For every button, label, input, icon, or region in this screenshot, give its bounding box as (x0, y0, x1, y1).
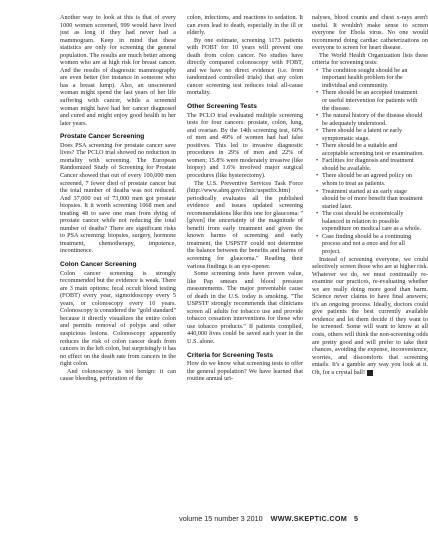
paragraph: The U.S. Preventive Services Task Force (http://www.ahrq.gov/clinic/uspstfix.htm) periodically evaluates all the published evidence and issues updated screening recommendations like this one for glaucoma: "[given] the uncertainty of the magnitude of benefit from early treatment and given the known harms of screening and early treatment, the USPSTF could not determine the balance between the benefits and harms of screening for glaucoma." Reading their various findings is an eye-opener. (187, 179, 303, 270)
paragraph: Colon cancer screening is strongly recommended but the evidence is weak. There are 3 main options: fecal occult blood testing (FOBT) every year, sigmoidoscopy every 5 years, or colonoscopy every 10 years. Colonoscopy is considered the "gold standard" because it directly visualizes the entire colon and permits removal of polyps and other suspicious lesions. Colonoscopy apparently reduces the risk of colon cancer death from cancers in the left colon, but surprisingly it has no effect on the death rate from cancers in the right colon. (60, 269, 176, 368)
closing-paragraph-text: Instead of screening everyone, we could selectively screen those who are at higher risk. Whatever we do, we must continually re-examine our practices, re-evaluating whether we are really doing more good than harm. Science never claims to have final answers; it's an ongoing process. Ideally, doctors could give patients the best currently available evidence and let them decide if they want to be screened. Some will want to know at all costs, others will think the non-screening odds are pretty good and will prefer to take their chances, avoiding the expense, inconvenience, worries, and discomforts that screening entails. It's a gamble any way you look at it. Oh, for a crystal ball! (312, 255, 428, 376)
page-footer (179, 514, 358, 523)
paragraph: And colonoscopy is not benign: it can cause bleeding, perforation of the (60, 367, 176, 383)
list-item: • The cost should be economically balanced in relation to possible expenditure on medical care as a whole. (316, 210, 428, 233)
paragraph: colon, infections, and reactions to sedation. It can even lead to death, especially in the ill or elderly. (187, 14, 303, 37)
paragraph: nalyses, blood counts and chest x-rays aren't useful. It wouldn't make sense to screen everyone for Ebola virus. No one would recommend doing cardiac catheterizations on everyone to screen for heart disease. (312, 14, 428, 52)
paragraph: The PCLO trial evaluated multiple screening tests for four cancers: prostate, colon, lung, and ovarian. By the 14th screening test, 60% of men and 49% of women had had false positives. This led to invasive diagnostic procedures in 29% of men and 22% of women; 15.8% were moderately invasive (like biopsy) and 1.6% involved major surgical procedures (like hysterectomy). (187, 111, 303, 179)
list-item: • Case finding should be a continuing process and not a once and for all project. (316, 233, 428, 256)
end-of-article-mark: S (367, 370, 373, 376)
paragraph: Some screening tests have proven value, like Pap smears and blood pressure measurements. The major preventable cause of death in the U.S. today is smoking. "The USPSTF strongly recommends that clinicians screen all adults for tobacco use and provide tobacco cessation interventions for those who use tobacco products." If patients complied, 440,000 lives could be saved each year in the U.S. alone. (187, 270, 303, 346)
list-item: • There should be a latent or early symptomatic stage. (316, 127, 428, 142)
list-item: • Facilities for diagnosis and treatment should be available. (316, 157, 428, 172)
paragraph (312, 256, 428, 377)
paragraph: Another way to look at this is that of every 1000 women screened, 999 would have lived just as long if they had never had a mammogram. Keep in mind that these statistics are only for screening the general population. The results are much better among women who are at high risk for breast cancer. And the results of diagnostic mammography are even better (for instance in someone who has a breast lump). Also, an unscreened woman might spend the last years of her life suffering with cancer, while a screened woman might have had her cancer diagnosed and cured and might enjoy good health in her later years. (60, 14, 176, 127)
criteria-list (312, 67, 428, 256)
page-number: 5 (354, 514, 358, 523)
column-3 (312, 14, 428, 376)
list-item: • Treatment started at an early stage should be of more benefit than treatment started later. (316, 188, 428, 211)
paragraph: By one estimate, screening 1173 patients with FOBT for 10 years will prevent one death from colon cancer. No studies have directly compared colonoscopy with FOBT, and we have no direct evidence (i.e. from randomized controlled trials) that any colon cancer screening test reduces total all-cause mortality. (187, 36, 303, 97)
paragraph: How do we know what screening tests to offer the general population? We have learned that routine annual uri- (187, 360, 303, 383)
list-item: • There should be an agreed policy on whom to treat as patients. (316, 172, 428, 187)
section-heading-other-tests: Other Screening Tests (187, 103, 257, 111)
column-2 (187, 14, 303, 383)
section-heading-colon: Colon Cancer Screening (60, 261, 137, 268)
section-heading-criteria: Criteria for Screening Tests (187, 351, 273, 359)
list-item: • There should be an accepted treatment or useful intervention for patients with the disease. (316, 89, 428, 112)
list-item: • The condition sought should be an important health problem for the individual and community. (316, 67, 428, 90)
website-link[interactable]: WWW.SKEPTIC.COM (270, 514, 347, 523)
paragraph: The World Health Organization lists these criteria for screening tests: (312, 51, 428, 67)
issue-info: volume 15 number 3 2010 (179, 514, 263, 523)
section-heading-prostate: Prostate Cancer Screening (60, 133, 145, 141)
list-item: • There should be a suitable and acceptable screening test or examination. (316, 142, 428, 157)
column-1 (60, 14, 176, 383)
paragraph: Does PSA screening for prostate cancer save lives? The PCLO trial showed no reduction in mortality with screening. The European Randomized Study of Screening for Prostate Cancer showed that out of every 100,000 men screened, 7 fewer died of prostate cancer but the total number of deaths was not reduced. And 37,000 out of 73,000 men got prostate biopsies. It it worth screening 1068 men and treating 48 to save one man from dying of prostate cancer while not reducing the total number of deaths? There are significant risks to PSA screening: biopsies, surgery, hormone treatment, chemotherapy, impotence, incontinence. (60, 141, 176, 255)
list-item: • The natural history of the disease should be adequately understood. (316, 112, 428, 127)
